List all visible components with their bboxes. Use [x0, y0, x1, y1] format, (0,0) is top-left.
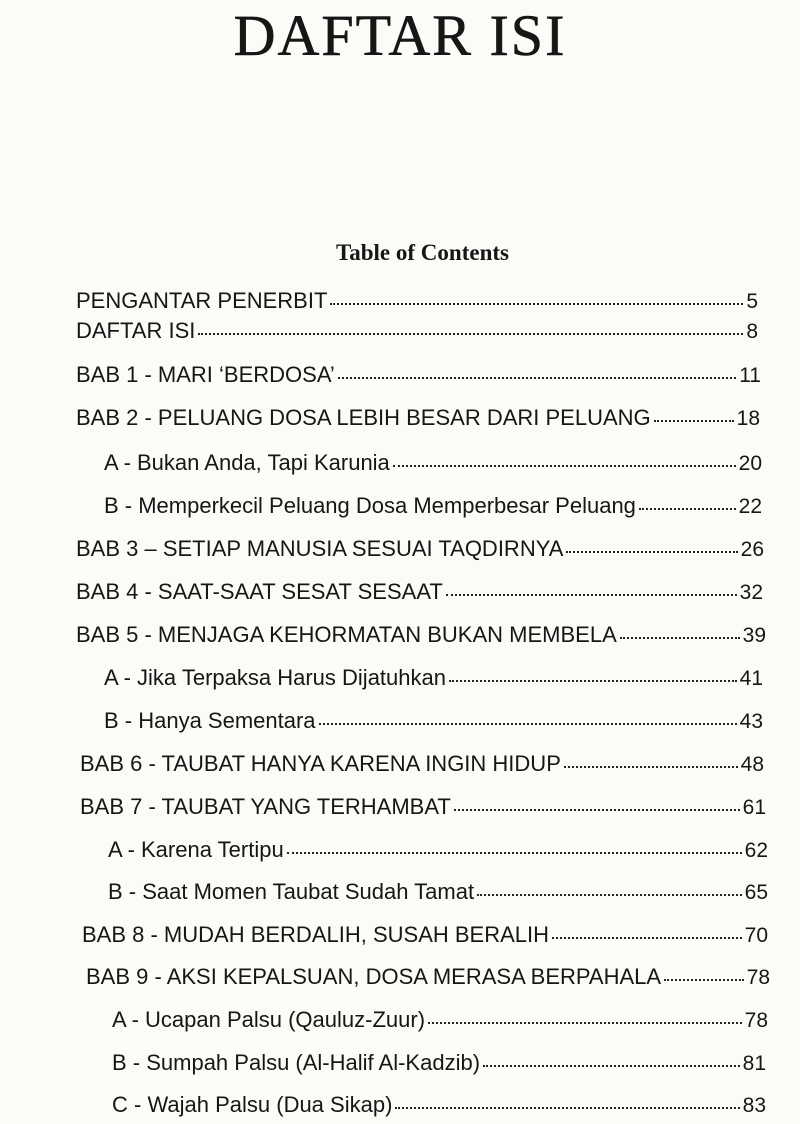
toc-entry[interactable] [104, 450, 762, 476]
toc-entry-page: 48 [740, 753, 764, 776]
leader-dots [449, 680, 737, 682]
toc-entry[interactable] [76, 622, 766, 648]
toc-entry-page: 83 [742, 1094, 766, 1117]
toc-entry-label: BAB 9 - AKSI KEPALSUAN, DOSA MERASA BERPAHALA [86, 964, 662, 989]
toc-entry-label: B - Saat Momen Taubat Sudah Tamat [108, 879, 475, 904]
toc-entry[interactable] [104, 493, 762, 519]
leader-dots [483, 1065, 740, 1067]
leader-dots [564, 766, 738, 768]
leader-dots [395, 1107, 739, 1109]
leader-dots [552, 937, 742, 939]
toc-entry-label: BAB 7 - TAUBAT YANG TERHAMBAT [80, 794, 451, 819]
leader-dots [287, 852, 742, 854]
toc-entry[interactable] [76, 288, 758, 314]
toc-entry-page: 11 [739, 364, 761, 387]
toc-entry-page: 5 [746, 290, 758, 313]
toc-entry-label: B - Memperkecil Peluang Dosa Memperbesar Peluang [104, 493, 636, 518]
page-title: DAFTAR ISI [233, 3, 567, 68]
leader-dots [198, 333, 743, 335]
leader-dots [446, 594, 737, 596]
page-subtitle: Table of Contents [336, 240, 509, 265]
toc-entry-page: 70 [744, 924, 768, 947]
toc-entry[interactable] [104, 665, 763, 691]
leader-dots [664, 979, 744, 981]
toc-entry-page: 26 [740, 538, 764, 561]
toc-entry[interactable] [76, 405, 760, 431]
toc-entry-label: A - Jika Terpaksa Harus Dijatuhkan [104, 665, 446, 690]
toc-entry[interactable] [76, 579, 763, 605]
toc-entry[interactable] [80, 751, 764, 777]
toc-entry[interactable] [104, 708, 763, 734]
toc-entry-page: 62 [744, 839, 768, 862]
leader-dots [338, 377, 736, 379]
toc-entry[interactable] [108, 837, 768, 863]
leader-dots [454, 809, 740, 811]
toc-entry-label: BAB 4 - SAAT-SAAT SESAT SESAAT [76, 579, 443, 604]
leader-dots [428, 1022, 742, 1024]
toc-entry-page: 43 [739, 710, 763, 733]
toc-entry[interactable] [108, 879, 768, 905]
toc-entry[interactable] [76, 536, 764, 562]
toc-entry-label: C - Wajah Palsu (Dua Sikap) [112, 1092, 393, 1117]
leader-dots [566, 551, 737, 553]
toc-entry-label: BAB 6 - TAUBAT HANYA KARENA INGIN HIDUP [80, 751, 561, 776]
toc-entry[interactable] [112, 1007, 768, 1033]
leader-dots [319, 723, 737, 725]
toc-entry-label: BAB 2 - PELUANG DOSA LEBIH BESAR DARI PELUANG [76, 405, 651, 430]
leader-dots [330, 303, 743, 305]
toc-entry[interactable] [112, 1092, 766, 1118]
toc-entry-page: 61 [742, 796, 766, 819]
toc-entry[interactable] [82, 922, 768, 948]
leader-dots [620, 637, 740, 639]
toc-entry-label: PENGANTAR PENERBIT [76, 288, 328, 313]
toc-entry-label: B - Hanya Sementara [104, 708, 316, 733]
toc-entry-page: 65 [744, 881, 768, 904]
toc-entry[interactable] [76, 318, 758, 344]
toc-entry-label: A - Ucapan Palsu (Qauluz-Zuur) [112, 1007, 426, 1032]
toc-entry-page: 22 [738, 495, 762, 518]
toc-entry[interactable] [76, 362, 761, 388]
toc-entry-label: A - Bukan Anda, Tapi Karunia [104, 450, 390, 475]
toc-entry-label: BAB 3 – SETIAP MANUSIA SESUAI TAQDIRNYA [76, 536, 564, 561]
toc-entry-page: 78 [744, 1009, 768, 1032]
toc-entry-page: 41 [739, 667, 763, 690]
toc-entry-label: BAB 1 - MARI ‘BERDOSA’ [76, 362, 335, 387]
leader-dots [477, 894, 742, 896]
toc-entry-page: 81 [742, 1052, 766, 1075]
toc-entry-page: 20 [738, 452, 762, 475]
leader-dots [639, 508, 736, 510]
toc-entry-label: BAB 8 - MUDAH BERDALIH, SUSAH BERALIH [82, 922, 550, 947]
toc-entry[interactable] [80, 794, 766, 820]
leader-dots [654, 420, 734, 422]
toc-entry[interactable] [112, 1050, 766, 1076]
toc-entry-label: BAB 5 - MENJAGA KEHORMATAN BUKAN MEMBELA [76, 622, 617, 647]
toc-entry-page: 8 [746, 320, 758, 343]
toc-entry-label: A - Karena Tertipu [108, 837, 284, 862]
toc-entry-page: 32 [739, 581, 763, 604]
toc-entry-page: 78 [746, 966, 770, 989]
toc-entry-label: B - Sumpah Palsu (Al-Halif Al-Kadzib) [112, 1050, 481, 1075]
toc-entry-page: 18 [736, 407, 760, 430]
toc-entry-label: DAFTAR ISI [76, 318, 196, 343]
leader-dots [393, 465, 736, 467]
toc-entry-page: 39 [742, 624, 766, 647]
toc-entry[interactable] [86, 964, 770, 990]
